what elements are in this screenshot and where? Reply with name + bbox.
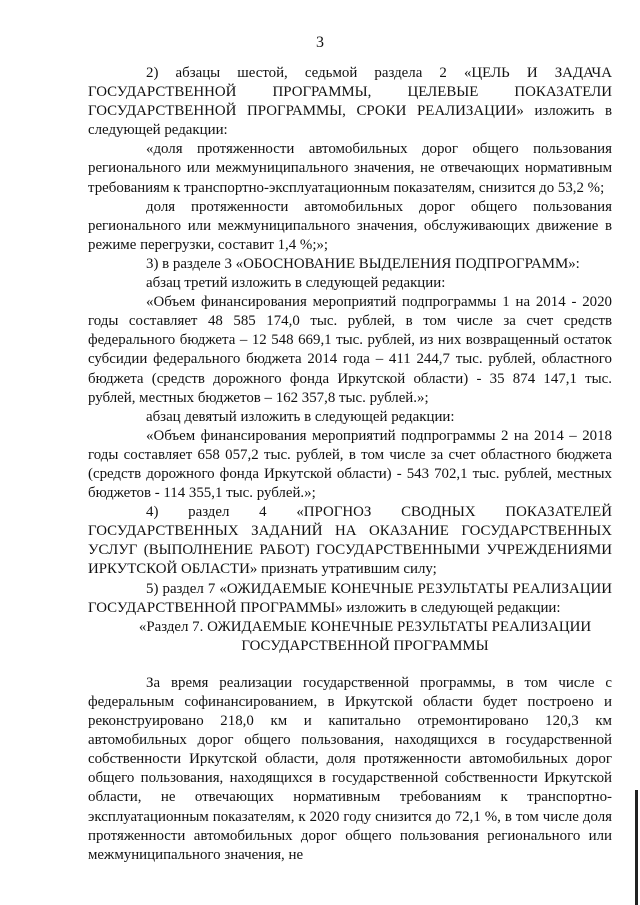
paragraph-section-7-body: За время реализации государственной программы, в том числе с федеральным софинансированием, в Иркутской области будет построено и реконструировано 218,0 км и капитально отремонтировано 120,3 км автомобильных дорог общего пользования, находящихся в государственной собственности Иркутской области, доля протяженности автомобильных дорог общего пользования, находящихся в государственной собственности Иркутской области, не отвечающих нормативным требованиям к транспортно-эксплуатационным показателям, к 2020 году снизится до 72,1 %, в том числе доля протяженности автомобильных дорог общего пользования регионального или межмуниципального значения, не <box>88 674 612 863</box>
paragraph-quote-road-share: «доля протяженности автомобильных дорог общего пользования регионального или межмуниципального значения, не отвечающих нормативным требованиям к транспортно-эксплуатационным показателям, снизится до 53,2 %; <box>88 141 612 196</box>
paragraph-item-3: 3) в разделе 3 «ОБОСНОВАНИЕ ВЫДЕЛЕНИЯ ПОДПРОГРАММ»: <box>146 255 580 272</box>
paragraph-item-4: 4) раздел 4 «ПРОГНОЗ СВОДНЫХ ПОКАЗАТЕЛЕЙ ГОСУДАРСТВЕННЫХ ЗАДАНИЙ НА ОКАЗАНИЕ ГОСУДАРСТВЕННЫХ УСЛУГ (ВЫПОЛНЕНИЕ РАБОТ) ГОСУДАРСТВЕННЫМИ УЧРЕЖДЕНИЯМИ ИРКУТСКОЙ ОБЛАСТИ» признать утратившим силу; <box>88 504 612 578</box>
document-body <box>88 64 612 865</box>
scan-edge-mark <box>635 790 638 905</box>
paragraph-item-5: 5) раздел 7 «ОЖИДАЕМЫЕ КОНЕЧНЫЕ РЕЗУЛЬТАТЫ РЕАЛИЗАЦИИ ГОСУДАРСТВЕННОЙ ПРОГРАММЫ» изложить в следующей редакции: <box>88 580 612 616</box>
paragraph-subprogram-2-funding: «Объем финансирования мероприятий подпрограммы 2 на 2014 – 2018 годы составляет 658 057,2 тыс. рублей, в том числе за счет областного бюджета (средств дорожного фонда Иркутской области) - 543 702,1 тыс. рублей, местных бюджетов - 114 355,1 тыс. рублей.»; <box>88 427 612 502</box>
paragraph-abzac-ninth: абзац девятый изложить в следующей редакции: <box>146 408 455 425</box>
paragraph-quote-overload: доля протяженности автомобильных дорог общего пользования регионального или межмуниципального значения, обслуживающих движение в режиме перегрузки, составит 1,4 %;»; <box>88 198 612 253</box>
page-number: 3 <box>316 34 324 51</box>
paragraph-abzac-third: абзац третий изложить в следующей редакции: <box>146 275 446 292</box>
section-7-heading: «Раздел 7. ОЖИДАЕМЫЕ КОНЕЧНЫЕ РЕЗУЛЬТАТЫ РЕАЛИЗАЦИИ ГОСУДАРСТВЕННОЙ ПРОГРАММЫ <box>138 618 592 654</box>
paragraph-item-2: 2) абзацы шестой, седьмой раздела 2 «ЦЕЛЬ И ЗАДАЧА ГОСУДАРСТВЕННОЙ ПРОГРАММЫ, ЦЕЛЕВЫЕ ПОКАЗАТЕЛИ ГОСУДАРСТВЕННОЙ ПРОГРАММЫ, СРОКИ РЕАЛИЗАЦИИ» изложить в следующей редакции: <box>88 65 612 139</box>
paragraph-subprogram-1-funding: «Объем финансирования мероприятий подпрограммы 1 на 2014 - 2020 годы составляет 48 585 174,0 тыс. рублей, в том числе за счет средств федерального бюджета – 12 548 669,1 тыс. рублей, из них возвращенный остаток субсидии федерального бюджета 2014 года – 411 244,7 тыс. рублей, областного бюджета (средств дорожного фонда Иркутской области) - 35 874 147,1 тыс. рублей, местных бюджетов – 162 357,8 тыс. рублей.»; <box>88 294 612 406</box>
